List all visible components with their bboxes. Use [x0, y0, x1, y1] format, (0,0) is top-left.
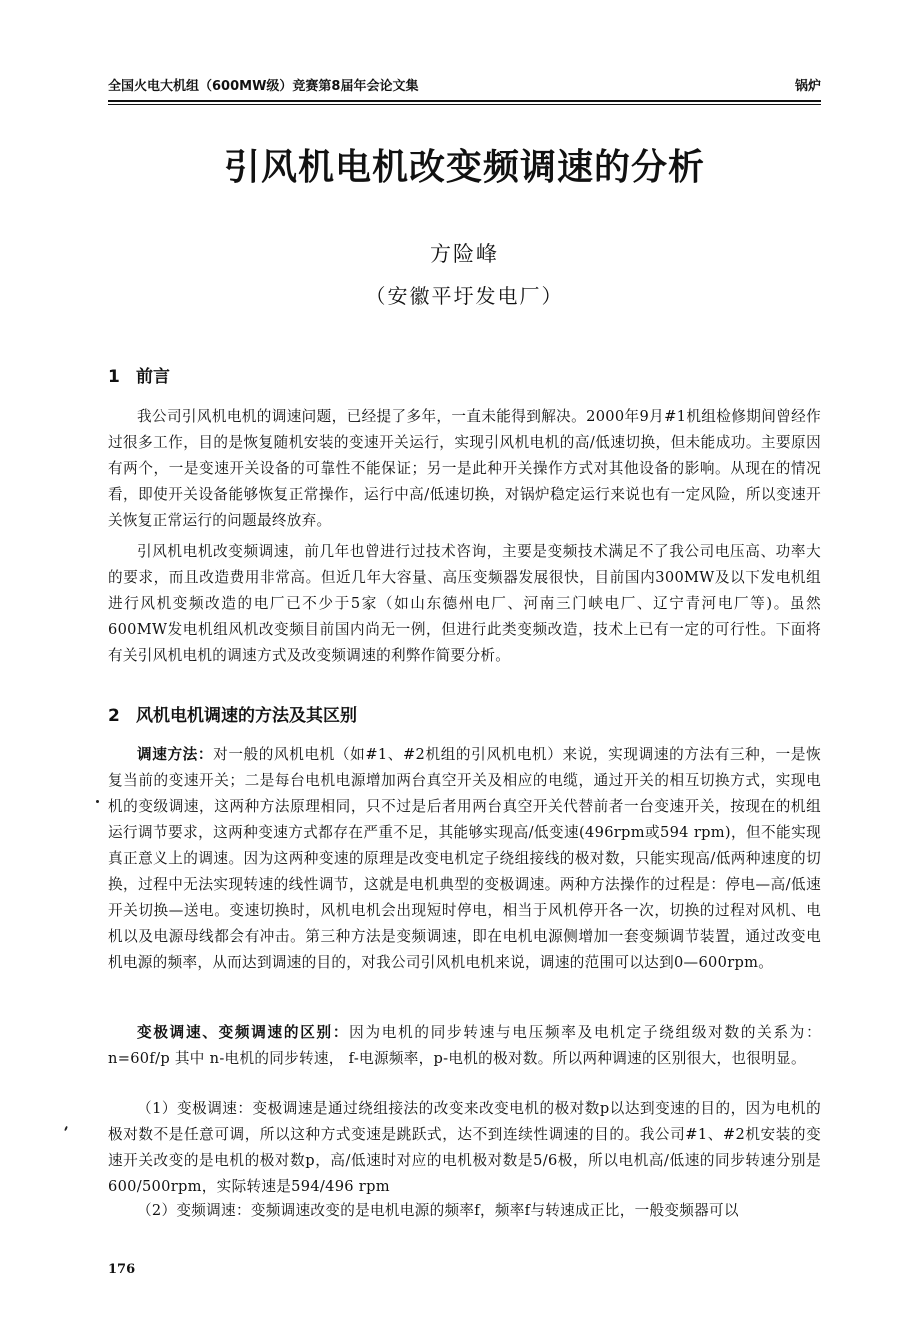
author-affiliation: （安徽平圩发电厂） — [365, 284, 564, 308]
section-1-title: 前言 — [136, 367, 170, 387]
speed-methods-text: 对一般的风机电机（如#1、#2机组的引风机电机）来说，实现调速的方法有三种，一是恢复当前的变速开关；二是每台电机电源增加两台真空开关及相应的电缆，通过开关的相互切换方式，实现电机的变级调速，这两种方法原理相同，只不过是后者用两台真空开关代替前者一台变速开关，按现在的机组运行调节要求，这两种变速方式都存在严重不足，其能够实现高/低变速(496rpm或594 rpm)，但不能实现真正意义上的调速。因为这两种变速的原理是改变电机定子绕组接线的极对数，只能实现高/低两种速度的切换，过程中无法实现转速的线性调节，这就是电机典型的变极调速。两种方法操作的过程是：停电—高/低速开关切换—送电。变速切换时，风机电机会出现短时停电，相当于风机停开各一次，切换的过程对风机、电机以及电源母线都会有冲击。第三种方法是变频调速，即在电机电源侧增加一套变频调节装置，通过改变电机电源的频率，从而达到调速的目的，对我公司引风机电机来说，调速的范围可以达到0—600rpm。 — [108, 746, 821, 971]
section-2-number: 2 — [108, 706, 120, 726]
difference-text: 因为电机的同步转速与电压频率及电机定子绕组级对数的关系为：n=60f/p 其中 n-电机的同步转速， f-电源频率，p-电机的极对数。所以两种调速的区别很大，也很明显。 — [108, 1024, 821, 1067]
section-2-title: 风机电机调速的方法及其区别 — [136, 706, 357, 726]
paper-title: 引风机电机改变频调速的分析 — [223, 147, 705, 188]
header-rule-thick — [108, 100, 821, 102]
running-header-right: 锅炉 — [794, 79, 821, 94]
section-2-heading — [108, 705, 821, 727]
section-1-paragraph-1: 我公司引风机电机的调速问题，已经提了多年，一直未能得到解决。2000年9月#1机组检修期间曾经作过很多工作，目的是恢复随机安装的变速开关运行，实现引风机电机的高/低速切换，但未能成功。主要原因有两个，一是变速开关设备的可靠性不能保证；另一是此种开关操作方式对其他设备的影响。从现在的情况看，即使开关设备能够恢复正常操作，运行中高/低速切换，对锅炉稳定运行来说也有一定风险，所以变速开关恢复正常运行的问题最终放弃。 — [108, 408, 821, 529]
section-2-paragraph-2 — [108, 1020, 821, 1072]
scan-speck — [96, 800, 99, 803]
difference-lead: 变极调速、变频调速的区别： — [137, 1024, 350, 1041]
header-rule-thin — [108, 104, 821, 105]
author-name: 方险峰 — [430, 242, 499, 266]
section-2-paragraph-1 — [108, 742, 821, 976]
page-number: 176 — [108, 1262, 136, 1277]
section-2-paragraph-3: （1）变极调速：变极调速是通过绕组接法的改变来改变电机的极对数p以达到变速的目的，因为电机的极对数不是任意可调，所以这种方式变速是跳跃式，达不到连续性调速的目的。我公司#1、#2机安装的变速开关改变的是电机的极对数p，高/低速时对应的电机极对数是5/6极，所以电机高/低速的同步转速分别是600/500rpm，实际转速是594/496 rpm — [108, 1100, 821, 1195]
running-header-left: 全国火电大机组（600MW级）竞赛第8届年会论文集 — [108, 79, 419, 94]
section-2-paragraph-4: （2）变频调速：变频调速改变的是电机电源的频率f，频率f与转速成正比，一般变频器可以 — [137, 1202, 739, 1219]
speed-methods-lead: 调速方法： — [137, 746, 214, 763]
section-1-paragraph-2: 引风机电机改变频调速，前几年也曾进行过技术咨询，主要是变频技术满足不了我公司电压高、功率大的要求，而且改造费用非常高。但近几年大容量、高压变频器发展很快，目前国内300MW及以下发电机组进行风机变频改造的电厂已不少于5家（如山东德州电厂、河南三门峡电厂、辽宁青河电厂等)。虽然600MW发电机组风机改变频目前国内尚无一例，但进行此类变频改造，技术上已有一定的可行性。下面将有关引风机电机的调速方式及改变频调速的利弊作简要分析。 — [108, 543, 821, 664]
section-1-heading — [108, 366, 821, 388]
running-header — [108, 79, 821, 95]
section-1-number: 1 — [108, 367, 120, 387]
scan-speck — [64, 1126, 68, 1131]
